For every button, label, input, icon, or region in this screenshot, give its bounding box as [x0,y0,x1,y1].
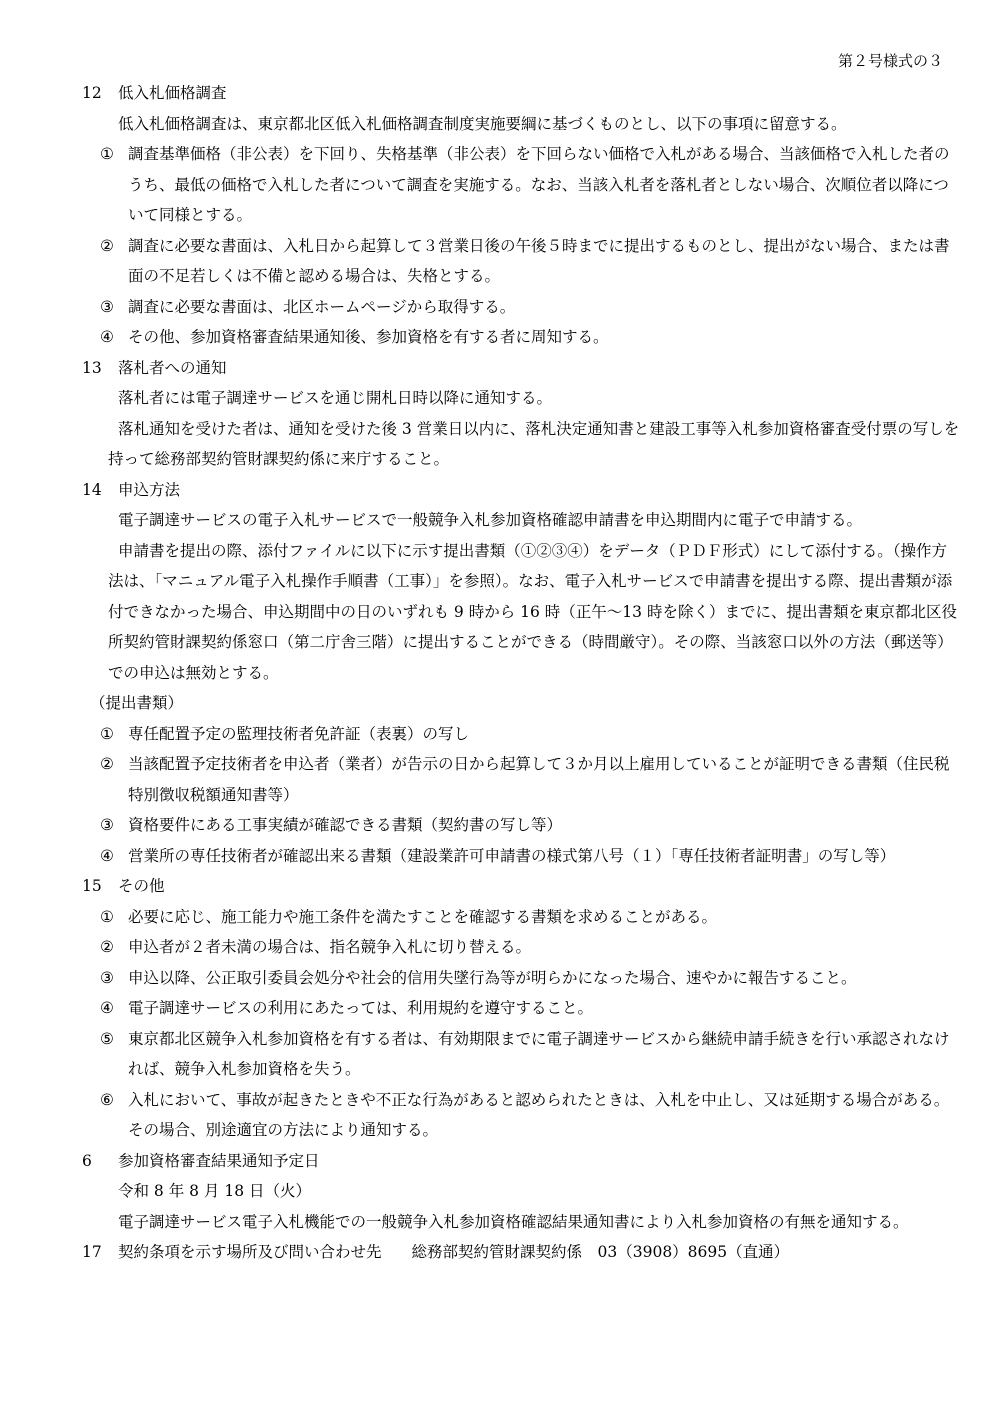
item-text: 資格要件にある工事実績が確認できる書類（契約書の写し等） [128,816,563,834]
section-number: 14 [82,480,102,499]
list-item [82,932,962,963]
item-marker: ① [100,907,114,926]
item-marker: ④ [100,846,114,865]
list-item [82,841,962,872]
section-title: 落札者への通知 [118,358,227,377]
item-text: 調査に必要な書面は、入札日から起算して３営業日後の午後５時までに提出するものとし、提出がない場合、または書面の不足若しくは不備と認める場合は、失格とする。 [128,236,950,285]
item-text: 入札において、事故が起きたときや不正な行為があると認められたときは、入札を中止し、又は延期する場合がある。その場合、別途適宜の方法により通知する。 [128,1090,950,1139]
item-text: 当該配置予定技術者を申込者（業者）が告示の日から起算して３か月以上雇用していることが証明できる書類（住民税特別徴収税額通知書等） [128,755,950,804]
section-15 [82,871,962,1146]
item-marker: ② [100,755,114,773]
section-16 [82,1146,962,1238]
item-text: 営業所の専任技術者が確認出来る書類（建設業許可申請書の様式第八号（１）「専任技術者証明書」の写し等） [128,846,896,865]
section-paragraph: 落札通知を受けた者は、通知を受けた後 3 営業日以内に、落札決定通知書と建設工事等入札参加資格審査受付票の写しを持って総務部契約管財課契約係に来庁すること。 [108,419,960,468]
list-item [82,749,962,810]
item-text: 申込者が２者未満の場合は、指名競争入札に切り替える。 [128,938,532,956]
section-heading [82,1146,962,1177]
section-number: 12 [82,84,102,102]
section-heading [82,871,962,902]
section-paragraph: 申請書を提出の際、添付ファイルに以下に示す提出書類（①②③④）をデータ（ＰＤＦ形式）にして添付する。（操作方法は、「マニュアル電子入札操作手順書（工事）」を参照）。なお、電子入札サービスで申請書を提出する際、提出書類が添付できなかった場合、申込期間中の日のいずれも 9 時から 16 時（正午〜13 時を除く）までに、提出書類を東京都北区役所契約管財課契約係窓口（第二庁舎三階）に提出することができる（時間厳守）。その際、当該窓口以外の方法（郵送等）での申込は無効とする。 [108,541,957,682]
item-text: 電子調達サービスの利用にあたっては、利用規約を遵守すること。 [128,999,594,1017]
item-text: 必要に応じ、施工能力や施工条件を満たすことを確認する書類を求めることがある。 [128,907,718,926]
submission-docs-heading: （提出書類） [90,694,184,712]
list-item [82,993,962,1024]
list-item [82,1085,962,1146]
item-marker: ③ [100,297,114,316]
section-title: 申込方法 [118,480,181,499]
item-marker: ② [100,938,114,956]
item-text: 申込以降、公正取引委員会処分や社会的信用失墜行為等が明らかになった場合、速やかに報告すること。 [128,968,857,987]
section-heading [82,475,962,506]
section-paragraph: 電子調達サービスの電子入札サービスで一般競争入札参加資格確認申請書を申込期間内に電子で申請する。 [118,511,863,529]
list-item [82,1024,962,1085]
item-text: 調査基準価格（非公表）を下回り、失格基準（非公表）を下回らない価格で入札がある場合、当該価格で入札した者のうち、最低の価格で入札した者について調査を実施する。なお、当該入札者を落札者としない場合、次順位者以降について同様とする。 [128,145,950,224]
list-item [82,902,962,933]
section-title: その他 [118,877,165,895]
item-marker: ① [100,724,114,743]
section-title: 契約条項を示す場所及び問い合わせ先 [118,1243,382,1261]
section-title: 参加資格審査結果通知予定日 [118,1151,320,1170]
list-item [82,231,962,292]
list-item [82,139,962,231]
section-number: 13 [82,358,102,377]
item-marker: ④ [100,999,114,1017]
item-marker: ① [100,145,114,163]
item-marker: ② [100,236,114,255]
item-text: 調査に必要な書面は、北区ホームページから取得する。 [128,297,516,316]
item-marker: ③ [100,968,114,987]
item-marker: ⑤ [100,1029,114,1048]
item-marker: ③ [100,816,114,834]
list-item [82,322,962,353]
section-13 [82,353,962,475]
document-body [82,78,962,1268]
form-number: 第２号様式の３ [837,52,943,70]
section-title: 低入札価格調査 [118,84,227,102]
section-number: 6 [82,1151,92,1170]
item-text: その他、参加資格審査結果通知後、参加資格を有する者に周知する。 [128,328,609,346]
item-text: 東京都北区競争入札参加資格を有する者は、有効期限までに電子調達サービスから継続申請手続きを行い承認されなければ、競争入札参加資格を失う。 [128,1029,950,1078]
item-marker: ⑥ [100,1090,114,1109]
contact-info: 総務部契約管財課契約係 03（3908）8695（直通） [411,1243,790,1261]
section-heading [82,353,962,384]
list-item [82,963,962,994]
list-item [82,810,962,841]
section-paragraph: 電子調達サービス電子入札機能での一般競争入札参加資格確認結果通知書により入札参加資格の有無を通知する。 [118,1212,909,1231]
section-12 [82,78,962,353]
section-14 [82,475,962,872]
section-paragraph: 落札者には電子調達サービスを通じ開札日時以降に通知する。 [118,389,553,407]
section-17 [82,1237,962,1268]
section-heading [82,78,962,109]
section-number: 15 [82,877,102,895]
item-text: 専任配置予定の監理技術者免許証（表裏）の写し [128,724,470,743]
notification-date: 令和 8 年 8 月 18 日（火） [118,1182,312,1200]
list-item [82,719,962,750]
section-number: 17 [82,1243,102,1261]
section-heading [82,1237,962,1268]
list-item [82,292,962,323]
section-paragraph: 低入札価格調査は、東京都北区低入札価格調査制度実施要綱に基づくものとし、以下の事項に留意する。 [118,114,847,133]
item-marker: ④ [100,328,114,346]
